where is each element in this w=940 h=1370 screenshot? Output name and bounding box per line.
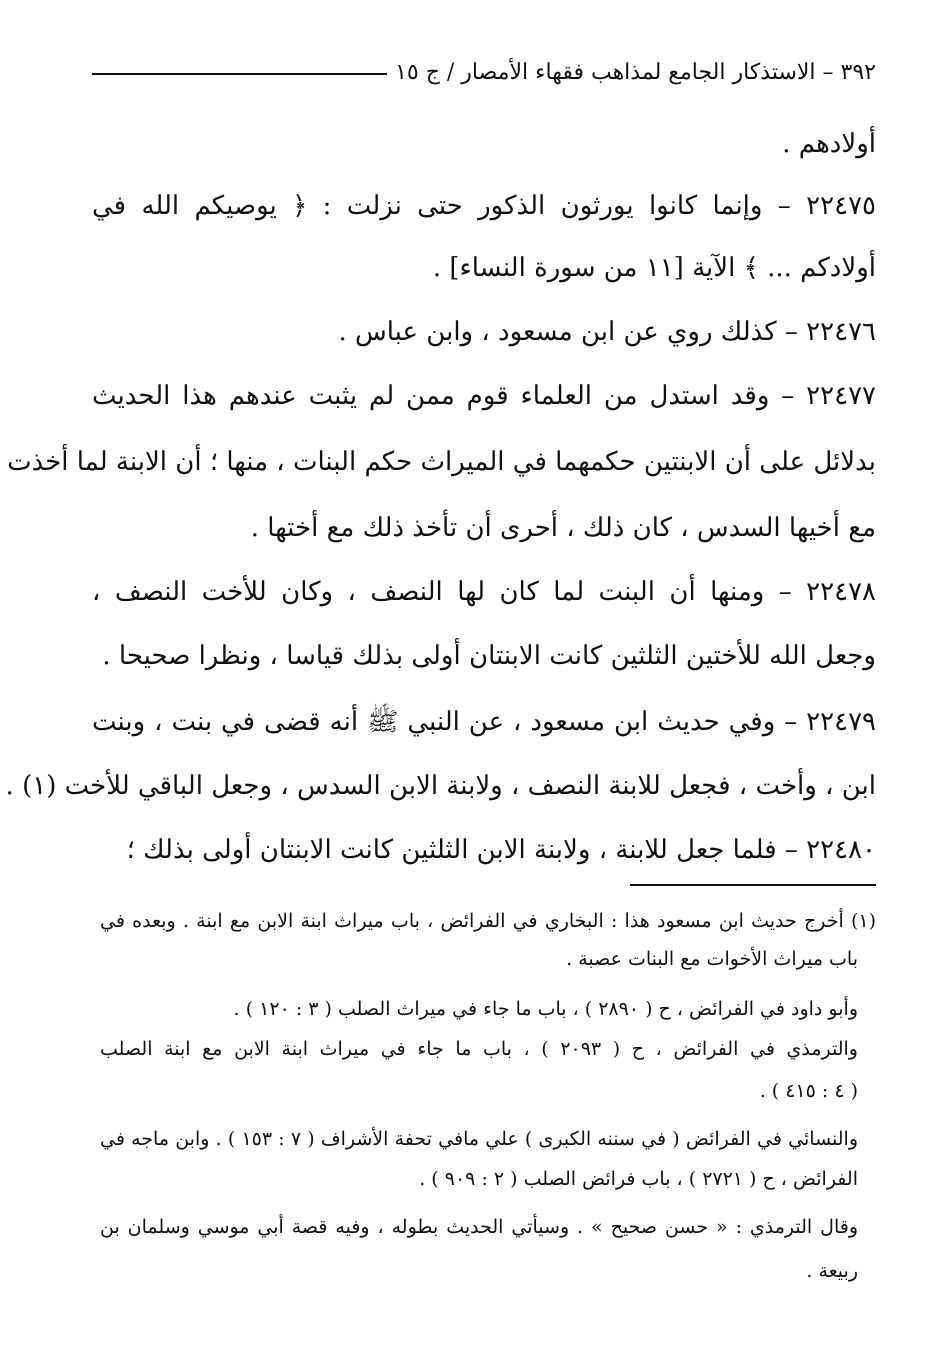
body-line: ٢٢٤٧٦ – كذلك روي عن ابن مسعود ، وابن عباس . [338,317,876,347]
body-line: ٢٢٤٧٨ – ومنها أن البنت لما كان لها النصف ، وكان للأخت النصف ، [92,577,876,607]
body-line: بدلائل على أن الابنتين حكمهما في الميراث حكم البنات ، منها ؛ أن الابنة لما أخذت [7,447,876,477]
footnote-line: والترمذي في الفرائض ، ح ( ٢٠٩٣ ) ، باب ما جاء في ميراث ابنة الابن مع ابنة الصلب [100,1038,858,1060]
body-line: أولادكم ... ﴾ الآية [١١ من سورة النساء] . [432,253,876,283]
footnote-line: الفرائض ، ح ( ٢٧٢١ ) ، باب فرائض الصلب ( ٢ : ٩٠٩ ) . [419,1168,858,1190]
footnote-separator [630,884,876,886]
body-line: أولادهم . [782,129,876,159]
body-line: وجعل الله للأختين الثلثين كانت الابنتان أولى بذلك قياسا ، ونظرا صحيحا . [102,641,876,671]
footnote-line: ( ٤ : ٤١٥ ) . [759,1080,858,1102]
body-line: ٢٢٤٧٧ – وقد استدل من العلماء قوم ممن لم يثبت عندهم هذا الحديث [92,381,876,411]
footnote-line: ربيعة . [806,1260,858,1282]
footnote-line: باب ميراث الأخوات مع البنات عصبة . [566,948,858,970]
footnote-line: (١) أخرج حديث ابن مسعود هذا : البخاري في الفرائض ، باب ميراث ابنة الابن مع ابنة . وبعده في [100,910,876,932]
body-line: ٢٢٤٧٥ – وإنما كانوا يورثون الذكور حتى نزلت : ﴿ يوصيكم الله في [92,191,876,221]
header-rule [92,73,387,75]
footnote-line: وأبو داود في الفرائض ، ح ( ٢٨٩٠ ) ، باب ما جاء في ميراث الصلب ( ٣ : ١٢٠ ) . [233,998,858,1020]
footnote-line: وقال الترمذي : « حسن صحيح » . وسيأتي الحديث بطوله ، وفيه قصة أبي موسي وسلمان بن [100,1216,858,1238]
footnote-line: والنسائي في الفرائض ( في سننه الكبرى ) علي مافي تحفة الأشراف ( ٧ : ١٥٣ ) . وابن ماجه في [100,1128,858,1150]
running-header [92,52,876,92]
body-line: ابن ، وأخت ، فجعل للابنة النصف ، ولابنة الابن السدس ، وجعل الباقي للأخت (١) . [5,771,876,801]
header-title: ٣٩٢ – الاستذكار الجامع لمذاهب فقهاء الأمصار / ج ١٥ [395,59,876,85]
body-line: مع أخيها السدس ، كان ذلك ، أحرى أن تأخذ ذلك مع أختها . [250,513,876,543]
body-line: ٢٢٤٨٠ – فلما جعل للابنة ، ولابنة الابن الثلثين كانت الابنتان أولى بذلك ؛ [126,835,876,865]
body-line: ٢٢٤٧٩ – وفي حديث ابن مسعود ، عن النبي ﷺ أنه قضى في بنت ، وبنت [92,707,876,737]
